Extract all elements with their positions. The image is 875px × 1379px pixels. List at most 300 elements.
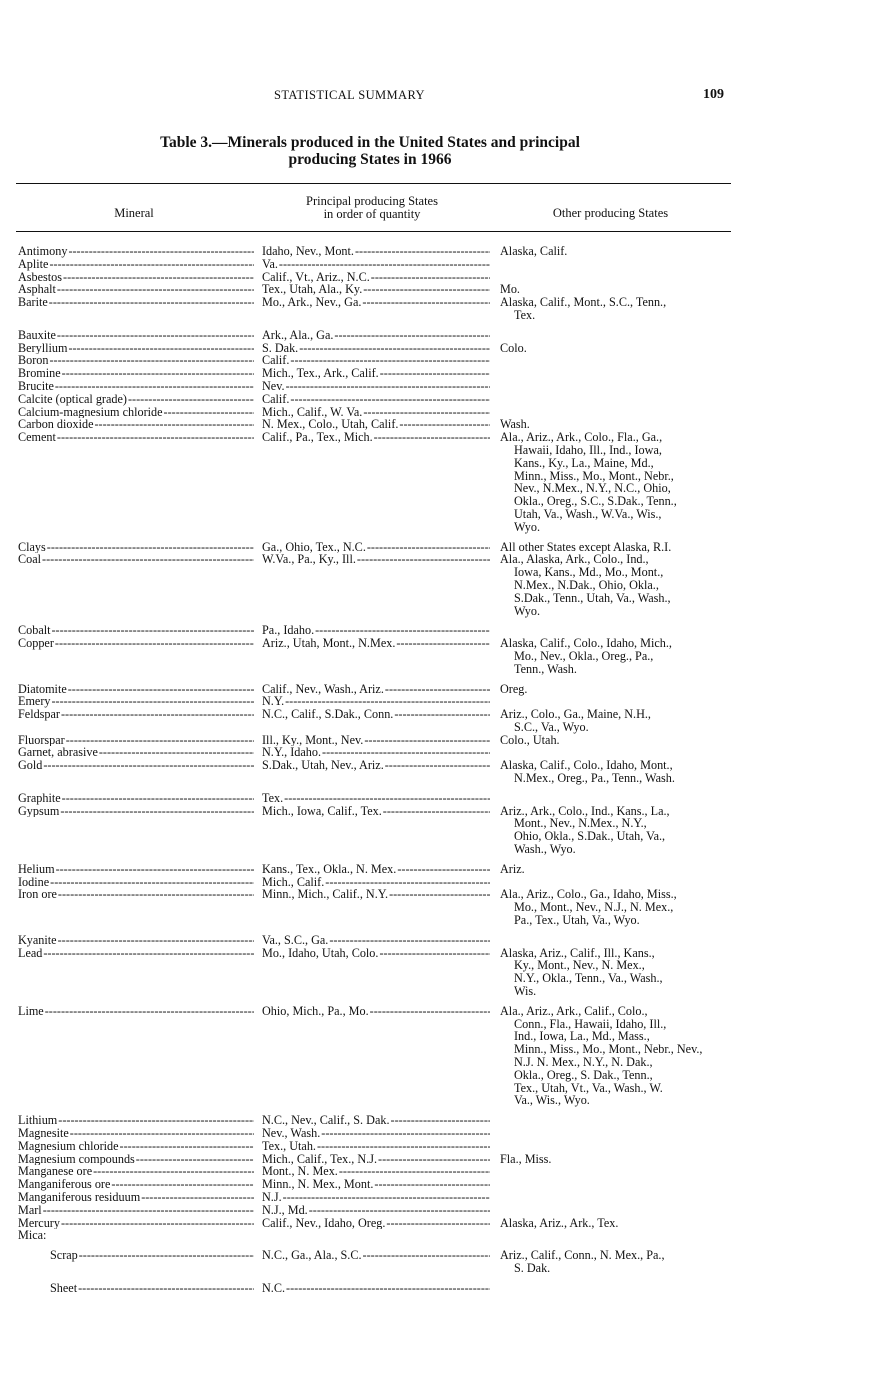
leader-dots [317,1140,490,1153]
principal-states: Calif. [262,392,290,406]
leader-dots [325,876,490,889]
leader-dots [396,637,490,650]
table-row [0,380,875,393]
principal-states: Mich., Iowa, Calif., Tex. [262,804,382,818]
other-states-line: Alaska, Calif., Colo., Idaho, Mont., [500,758,673,773]
mineral-name: Marl [18,1203,42,1217]
table-row [0,271,875,284]
leader-dots [362,296,490,309]
mineral-cell [18,393,254,406]
other-states-cell [500,888,734,926]
principal-states: N.C., Calif., S.Dak., Conn. [262,708,394,721]
principal-states-cell [262,947,490,960]
other-states-cell [500,683,734,696]
leader-dots [363,1249,490,1262]
mineral-cell [18,934,254,947]
other-states-line: Hawaii, Idaho, Ill., Ind., Iowa, [514,442,662,457]
leader-dots [58,888,254,901]
principal-states: Mich., Calif., Tex., N.J. [262,1152,378,1166]
row-spacer [0,617,875,624]
mineral-name: Cement [18,431,56,444]
mineral-cell [18,342,254,355]
mineral-name: Helium [18,862,55,876]
leader-dots [334,329,490,342]
other-states-line: Ky., Mont., Nev., N. Mex., [514,958,645,973]
leader-dots [52,695,255,708]
leader-dots [120,1140,254,1153]
principal-states-cell [262,541,490,554]
leader-dots [128,393,254,406]
mineral-cell [18,329,254,342]
mineral-cell [18,759,254,772]
leader-dots [371,271,490,284]
other-states-line: Alaska, Calif. [500,244,568,258]
table-row [0,1165,875,1178]
mineral-cell [18,947,254,960]
table-row [0,1140,875,1153]
principal-states-cell [262,393,490,406]
row-spacer [0,676,875,683]
principal-states-cell [262,1114,490,1127]
principal-states: Nev. [262,379,285,393]
principal-states: Calif., Pa., Tex., Mich. [262,431,373,444]
leader-dots [42,553,254,566]
principal-states: Mich., Tex., Ark., Calif. [262,367,379,380]
mineral-name: Graphite [18,791,61,805]
leader-dots [57,329,254,342]
other-states-line: All other States except Alaska, R.I. [500,539,672,554]
table-header-rule [16,231,731,232]
page-header [0,88,875,104]
leader-dots [49,258,254,271]
mineral-name: Mercury [18,1216,60,1230]
other-states-cell [500,734,734,747]
principal-states-cell [262,1204,490,1217]
leader-dots [299,342,490,355]
principal-states-cell [262,1127,490,1140]
mineral-name: Cobalt [18,624,51,638]
principal-states-cell [262,792,490,805]
other-states-line: Colo. [500,340,527,355]
mineral-cell [18,695,254,708]
principal-states-cell [262,637,490,650]
mineral-cell [18,367,254,380]
principal-states: Va., S.C., Ga. [262,933,329,947]
other-states-line: Ariz., Colo., Ga., Maine, N.H., [500,707,651,722]
principal-states-cell [262,258,490,271]
leader-dots [374,1178,490,1191]
other-states-cell [500,708,734,734]
row-spacer [0,785,875,792]
leader-dots [68,342,254,355]
leader-dots [58,934,254,947]
principal-states-cell [262,418,490,431]
mineral-cell [18,863,254,876]
other-states-line: Mo., Nev., Okla., Oreg., Pa., [514,648,654,663]
mineral-name: Iodine [18,875,50,889]
other-states-cell [500,1153,734,1166]
principal-states-cell [262,329,490,342]
other-states-line: Ariz. [500,861,525,876]
mineral-name: Manganiferous residuum [18,1190,141,1204]
leader-dots [321,1127,490,1140]
mineral-name: Clays [18,540,46,554]
principal-states-cell [262,1005,490,1018]
table-row [0,1217,875,1230]
leader-dots [61,1217,254,1230]
table-row [0,805,875,856]
mineral-cell [18,553,254,566]
principal-states-cell [262,283,490,296]
table-row [0,683,875,696]
principal-states: Idaho, Nev., Mont. [262,245,354,258]
other-states-line: Oreg. [500,681,528,696]
other-states-line: Tex., Utah, Vt., Va., Wash., W. [514,1080,663,1095]
table-row [0,354,875,367]
leader-dots [284,792,490,805]
principal-states-cell [262,624,490,637]
other-states-cell [500,759,734,785]
principal-states: Pa., Idaho. [262,624,315,638]
principal-states-cell [262,296,490,309]
leader-dots [309,1204,490,1217]
mineral-name: Lead [18,946,43,960]
mineral-cell [18,683,254,696]
leader-dots [364,734,490,747]
other-states-line: Conn., Fla., Hawaii, Idaho, Ill., [514,1016,667,1031]
mineral-name: Calcium-magnesium chloride [18,405,163,419]
mineral-cell [18,431,254,444]
other-states-line: Ind., Iowa, La., Md., Mass., [514,1029,650,1044]
other-states-line: S. Dak. [514,1260,551,1275]
table-row [0,406,875,419]
other-states-cell [500,245,734,258]
table-row [0,418,875,431]
leader-dots [78,1282,254,1295]
principal-states: S. Dak. [262,341,299,355]
leader-dots [57,431,254,444]
row-spacer [0,322,875,329]
leader-dots [141,1191,254,1204]
principal-states: Ga., Ohio, Tex., N.C. [262,540,366,554]
leader-dots [379,947,490,960]
principal-states: N.C., Ga., Ala., S.C. [262,1249,362,1262]
principal-states-cell [262,271,490,284]
other-states-line: N.Mex., N.Dak., Ohio, Okla., [514,577,659,592]
leader-dots [363,406,490,419]
table-row [0,1005,875,1107]
principal-states: Mo., Idaho, Utah, Colo. [262,946,379,960]
principal-states-cell [262,406,490,419]
other-states-line: Minn., Miss., Mo., Mont., Nebr., [514,468,674,483]
mineral-name: Bromine [18,367,61,380]
principal-states: Calif., Nev., Idaho, Oreg. [262,1216,386,1230]
principal-states: Calif., Vt., Ariz., N.C. [262,270,370,284]
principal-states: Nev., Wash. [262,1127,321,1140]
leader-dots [399,418,490,431]
mineral-cell [18,245,254,258]
mineral-name: Lime [18,1004,44,1018]
principal-states: N. Mex., Colo., Utah, Calif. [262,418,399,432]
principal-states: Ohio, Mich., Pa., Mo. [262,1004,369,1018]
other-states-line: Utah, Va., Wash., W.Va., Wis., [514,506,662,521]
principal-states: Kans., Tex., Okla., N. Mex. [262,862,397,876]
principal-states-cell [262,1249,490,1262]
other-states-line: Mont., Nev., N.Mex., N.Y., [514,816,647,831]
principal-states: N.Y. [262,695,285,709]
leader-dots [315,624,490,637]
leader-dots [62,792,254,805]
table-title-line-1: Table 3.—Minerals produced in the United States and principal [160,134,580,151]
principal-states: Ariz., Utah, Mont., N.Mex. [262,637,396,650]
other-states-line: Ala., Ariz., Ark., Colo., Fla., Ga., [500,430,663,445]
leader-dots [68,683,254,696]
leader-dots [56,863,254,876]
other-states-line: Nev., N.Mex., N.Y., N.C., Ohio, [514,481,671,496]
mineral-name: Magnesite [18,1127,69,1140]
mineral-cell [18,1191,254,1204]
mineral-cell [18,708,254,721]
leader-dots [374,431,490,444]
leader-dots [329,934,490,947]
leader-dots [380,367,490,380]
table-row [0,1229,875,1242]
other-states-line: Va., Wis., Wyo. [514,1093,590,1108]
other-states-line: S.Dak., Tenn., Utah, Va., Wash., [514,590,671,605]
other-states-line: Kans., Ky., La., Maine, Md., [514,455,654,470]
mineral-name: Barite [18,296,48,309]
table-row [0,695,875,708]
mineral-cell [18,1249,254,1262]
table-row [0,553,875,617]
leader-dots [385,759,490,772]
leader-dots [55,637,254,650]
other-states-line: Pa., Tex., Utah, Va., Wyo. [514,913,640,928]
table-row [0,541,875,554]
table-row [0,792,875,805]
table-row [0,876,875,889]
leader-dots [290,354,490,367]
mineral-name: Kyanite [18,933,57,947]
column-header-mineral: Mineral [114,206,154,220]
row-spacer [0,1242,875,1249]
mineral-name: Fluorspar [18,733,65,747]
principal-states: N.J. [262,1190,282,1204]
other-states-line: Mo. [500,282,520,297]
table-row [0,1153,875,1166]
other-states-line: N.Y., Okla., Tenn., Va., Wash., [514,971,663,986]
principal-states-cell [262,342,490,355]
mineral-name: Coal [18,553,42,567]
mineral-cell [18,258,254,271]
table-row [0,1282,875,1295]
principal-states: Mo., Ark., Nev., Ga. [262,296,362,309]
leader-dots [43,759,254,772]
row-spacer [0,1275,875,1282]
mineral-cell [18,541,254,554]
principal-states-cell [262,746,490,759]
mineral-cell [18,805,254,818]
mineral-cell [18,1127,254,1140]
table-row [0,1191,875,1204]
leader-dots [47,541,254,554]
principal-states: Mich., Calif. [262,875,325,889]
running-head: STATISTICAL SUMMARY [274,88,425,102]
other-states-line: Ohio, Okla., S.Dak., Utah, Va., [514,829,666,844]
table-title [60,134,680,168]
principal-states-cell [262,708,490,721]
mineral-name: Calcite (optical grade) [18,392,127,406]
leader-dots [386,1217,490,1230]
leader-dots [397,863,490,876]
mineral-name: Asphalt [18,283,56,297]
leader-dots [63,271,254,284]
table-row [0,863,875,876]
table-row [0,1204,875,1217]
table-row [0,759,875,785]
principal-states: Va. [262,257,278,271]
other-states-line: S.C., Va., Wyo. [514,719,589,734]
leader-dots [62,367,254,380]
column-header-principal [262,195,482,221]
other-states-line: Iowa, Kans., Md., Mo., Mont., [514,565,664,580]
mineral-cell [18,888,254,901]
principal-states: N.Y., Idaho. [262,746,322,760]
other-states-cell [500,1005,734,1107]
principal-states-cell [262,683,490,696]
table-row [0,245,875,258]
leader-dots [45,1005,254,1018]
mineral-cell [18,1114,254,1127]
table-body [0,245,875,1295]
leader-dots [367,541,490,554]
principal-states-cell [262,759,490,772]
mineral-cell [18,406,254,419]
mineral-name: Carbon dioxide [18,418,94,432]
principal-states-cell [262,1165,490,1178]
principal-states: N.C., Nev., Calif., S. Dak. [262,1114,390,1127]
principal-states-cell [262,1191,490,1204]
mineral-name: Copper [18,637,54,650]
mineral-name: Gold [18,759,43,773]
table-row [0,637,875,675]
mineral-cell [18,637,254,650]
principal-states: Calif. [262,354,290,368]
other-states-line: Ala., Alaska, Ark., Colo., Ind., [500,552,649,567]
mineral-name: Iron ore [18,888,57,902]
table-row [0,367,875,380]
mineral-name: Lithium [18,1114,58,1127]
other-states-line: Tex. [514,307,536,322]
mineral-name: Brucite [18,379,54,393]
mineral-name: Magnesium chloride [18,1139,119,1153]
table-row [0,734,875,747]
other-states-line: Alaska, Calif., Colo., Idaho, Mich., [500,636,672,651]
table-row [0,283,875,296]
table-row [0,342,875,355]
table-row [0,258,875,271]
other-states-cell [500,553,734,617]
mineral-cell [18,792,254,805]
mineral-cell [18,1204,254,1217]
other-states-line: N.Mex., Oreg., Pa., Tenn., Wash. [514,771,675,786]
mineral-name: Magnesium compounds [18,1152,135,1166]
table-row [0,708,875,734]
column-header-principal-line-1: Principal producing States [306,194,438,208]
table-row [0,624,875,637]
other-states-line: Minn., Miss., Mo., Mont., Nebr., Nev., [514,1042,703,1057]
leader-dots [99,746,254,759]
table-row [0,393,875,406]
mineral-name: Manganese ore [18,1165,93,1179]
leader-dots [389,888,490,901]
row-spacer [0,534,875,541]
leader-dots [55,380,254,393]
mineral-name: Bauxite [18,328,56,342]
leader-dots [283,1191,490,1204]
mineral-name: Scrap [50,1249,78,1262]
principal-states-cell [262,1178,490,1191]
other-states-line: Colo., Utah. [500,732,560,747]
mineral-cell [18,1165,254,1178]
leader-dots [290,393,490,406]
mineral-name: Sheet [50,1281,78,1295]
leader-dots [52,624,255,637]
leader-dots [60,805,254,818]
principal-states-cell [262,734,490,747]
leader-dots [70,1127,254,1140]
leader-dots [49,296,254,309]
principal-states-cell [262,1153,490,1166]
principal-states: W.Va., Pa., Ky., Ill. [262,553,356,567]
table-title-line-2: producing States in 1966 [288,151,452,168]
mineral-name: Gypsum [18,804,60,818]
mineral-name: Manganiferous ore [18,1178,111,1191]
other-states-cell [500,863,734,876]
mineral-cell [18,1005,254,1018]
leader-dots [66,734,254,747]
table-top-rule [16,183,731,184]
principal-states: Ark., Ala., Ga. [262,328,334,342]
leader-dots [43,1204,254,1217]
principal-states: Minn., Mich., Calif., N.Y. [262,888,389,902]
principal-states: S.Dak., Utah, Nev., Ariz. [262,759,384,773]
table-row [0,1127,875,1140]
leader-dots [279,258,490,271]
mineral-cell [18,1153,254,1166]
leader-dots [50,876,254,889]
leader-dots [363,283,490,296]
other-states-cell [500,1249,734,1275]
table-row [0,431,875,533]
other-states-line: Mo., Mont., Nev., N.J., N. Mex., [514,900,674,915]
mineral-cell [18,876,254,889]
table-row [0,329,875,342]
principal-states-cell [262,888,490,901]
principal-states: Mont., N. Mex. [262,1165,338,1179]
mineral-name: Aplite [18,257,49,271]
principal-states-cell [262,380,490,393]
other-states-line: Okla., Oreg., S.C., S.Dak., Tenn., [514,494,677,509]
mineral-name: Asbestos [18,270,63,284]
other-states-cell [500,431,734,533]
row-spacer [0,1107,875,1114]
mineral-cell [18,283,254,296]
principal-states-cell [262,1282,490,1295]
principal-states: N.C. [262,1281,286,1295]
row-spacer [0,856,875,863]
leader-dots [370,1005,490,1018]
